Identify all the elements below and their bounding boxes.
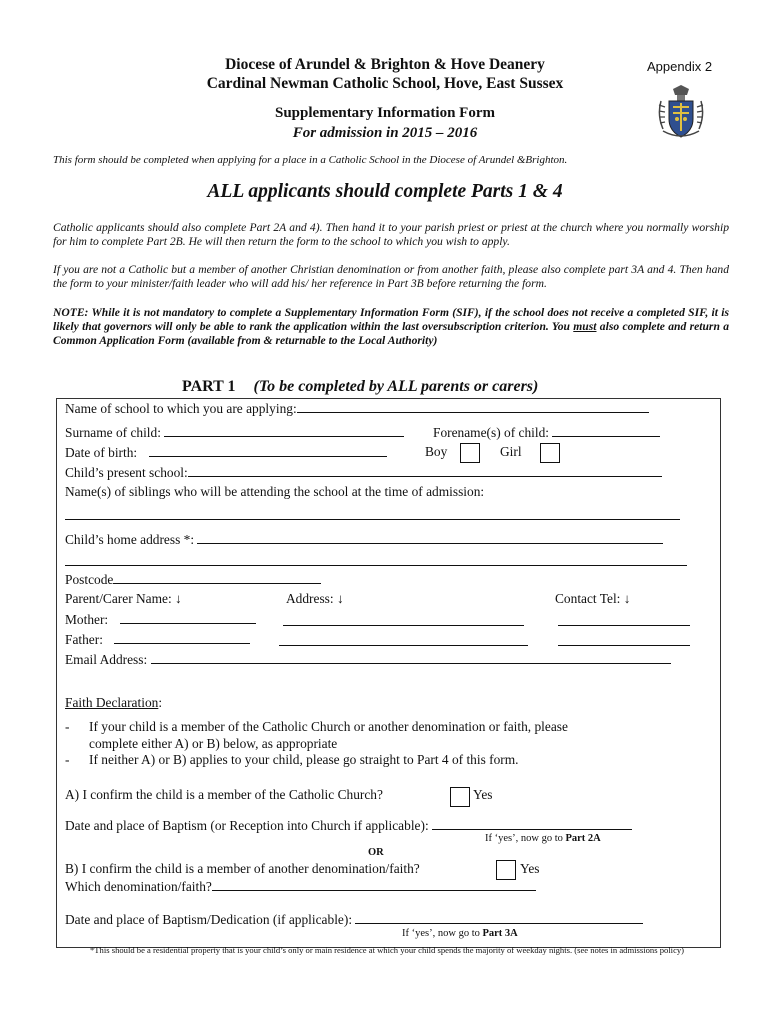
home-address-input[interactable]	[197, 531, 663, 544]
other-faith-yes-checkbox[interactable]	[496, 860, 516, 880]
catholic-yes-label: Yes	[473, 787, 493, 802]
baptism-input[interactable]	[432, 817, 632, 830]
mother-address-input[interactable]	[283, 625, 524, 626]
father-field: Father:	[65, 631, 250, 648]
home-address-line2[interactable]	[65, 565, 687, 566]
diocese-title: Diocese of Arundel & Brighton & Hove Deanery	[225, 56, 545, 73]
girl-label: Girl	[500, 444, 522, 459]
catholic-instructions: Catholic applicants should also complete Part 2A and 4). Then hand it to your parish priest or priest at the church where you normally worship for him to complete Part 2B. He will then return the form to the school to which you wish to apply.	[53, 221, 729, 248]
dob-field: Date of birth:	[65, 444, 387, 461]
denomination-input[interactable]	[212, 878, 536, 891]
school-applying-field: Name of school to which you are applying:	[65, 400, 649, 417]
catholic-confirm-label: A) I confirm the child is a member of the Catholic Church?	[65, 787, 383, 802]
father-name-input[interactable]	[114, 631, 250, 644]
or-label: OR	[368, 847, 384, 858]
form-subtitle: For admission in 2015 – 2016	[292, 125, 478, 141]
school-title: Cardinal Newman Catholic School, Hove, East Sussex	[206, 75, 564, 92]
faith-declaration-heading: Faith Declaration:	[65, 695, 163, 710]
footnote: *This should be a residential property that is your child’s only or main residence at which your child spends the majority of weekday nights. (see notes in admissions policy)	[90, 945, 685, 955]
non-catholic-instructions: If you are not a Catholic but a member of another Christian denomination or from another faith, please also complete part 3A and 4. Then hand the form to your minister/faith leader who will add his/ her reference in Part 3B before returning the form.	[53, 263, 729, 290]
dedication-field: Date and place of Baptism/Dedication (if applicable):	[65, 911, 643, 928]
forenames-field: Forename(s) of child:	[433, 424, 660, 441]
contact-tel-header: Contact Tel: ↓	[555, 591, 631, 606]
email-input[interactable]	[151, 651, 671, 664]
other-faith-yes-label: Yes	[520, 861, 540, 876]
bullet-dash: -	[65, 719, 70, 734]
goto-part3a: If ‘yes’, now go to Part 3A	[402, 928, 518, 939]
father-tel-input[interactable]	[558, 645, 690, 646]
boy-checkbox[interactable]	[460, 443, 480, 463]
faith-bullet-2: If neither A) or B) applies to your child, please go straight to Part 4 of this form.	[89, 752, 519, 767]
home-address-field: Child’s home address *:	[65, 531, 663, 548]
postcode-input[interactable]	[113, 571, 321, 584]
goto-part2a: If ‘yes’, now go to Part 2A	[485, 833, 601, 844]
boy-label: Boy	[425, 444, 448, 459]
catholic-yes-checkbox[interactable]	[450, 787, 470, 807]
form-title: Supplementary Information Form	[275, 105, 495, 121]
postcode-field: Postcode	[65, 571, 321, 588]
part1-title: PART 1 (To be completed by ALL parents or carers)	[182, 378, 539, 395]
parent-name-header: Parent/Carer Name: ↓	[65, 591, 182, 606]
girl-checkbox[interactable]	[540, 443, 560, 463]
other-faith-confirm-label: B) I confirm the child is a member of another denomination/faith?	[65, 861, 420, 876]
siblings-input[interactable]	[65, 519, 680, 520]
present-school-field: Child’s present school:	[65, 464, 662, 481]
father-address-input[interactable]	[279, 645, 528, 646]
dedication-input[interactable]	[355, 911, 643, 924]
surname-field: Surname of child:	[65, 424, 404, 441]
school-applying-input[interactable]	[297, 400, 649, 413]
note-text: NOTE: While it is not mandatory to complete a Supplementary Information Form (SIF), if the school does not receive a completed SIF, it is likely that governors will only be able to rank the application within the last oversubscription criterion. You must also complete and return a Common Application Form (available from & returnable to the Local Authority)	[53, 306, 730, 347]
bullet-dash: -	[65, 752, 70, 767]
denomination-field: Which denomination/faith?	[65, 878, 536, 895]
baptism-field: Date and place of Baptism (or Reception into Church if applicable):	[65, 817, 632, 834]
siblings-label: Name(s) of siblings who will be attending the school at the time of admission:	[65, 484, 485, 499]
appendix-label: Appendix 2	[647, 59, 713, 74]
mother-tel-input[interactable]	[558, 625, 690, 626]
present-school-input[interactable]	[188, 464, 662, 477]
diocese-crest-icon	[655, 85, 707, 141]
mother-name-input[interactable]	[120, 611, 256, 624]
address-header: Address: ↓	[286, 591, 344, 606]
faith-bullet-1a: If your child is a member of the Catholic Church or another denomination or faith, please	[89, 719, 568, 734]
intro-text: This form should be completed when applying for a place in a Catholic School in the Diocese of Arundel &Brighton.	[53, 154, 568, 166]
mother-field: Mother:	[65, 611, 256, 628]
main-heading: ALL applicants should complete Parts 1 & 4	[207, 181, 563, 202]
forenames-input[interactable]	[552, 424, 660, 437]
faith-bullet-1b: complete either A) or B) below, as appropriate	[89, 736, 338, 751]
email-field: Email Address:	[65, 651, 671, 668]
surname-input[interactable]	[164, 424, 404, 437]
dob-input[interactable]	[149, 444, 387, 457]
